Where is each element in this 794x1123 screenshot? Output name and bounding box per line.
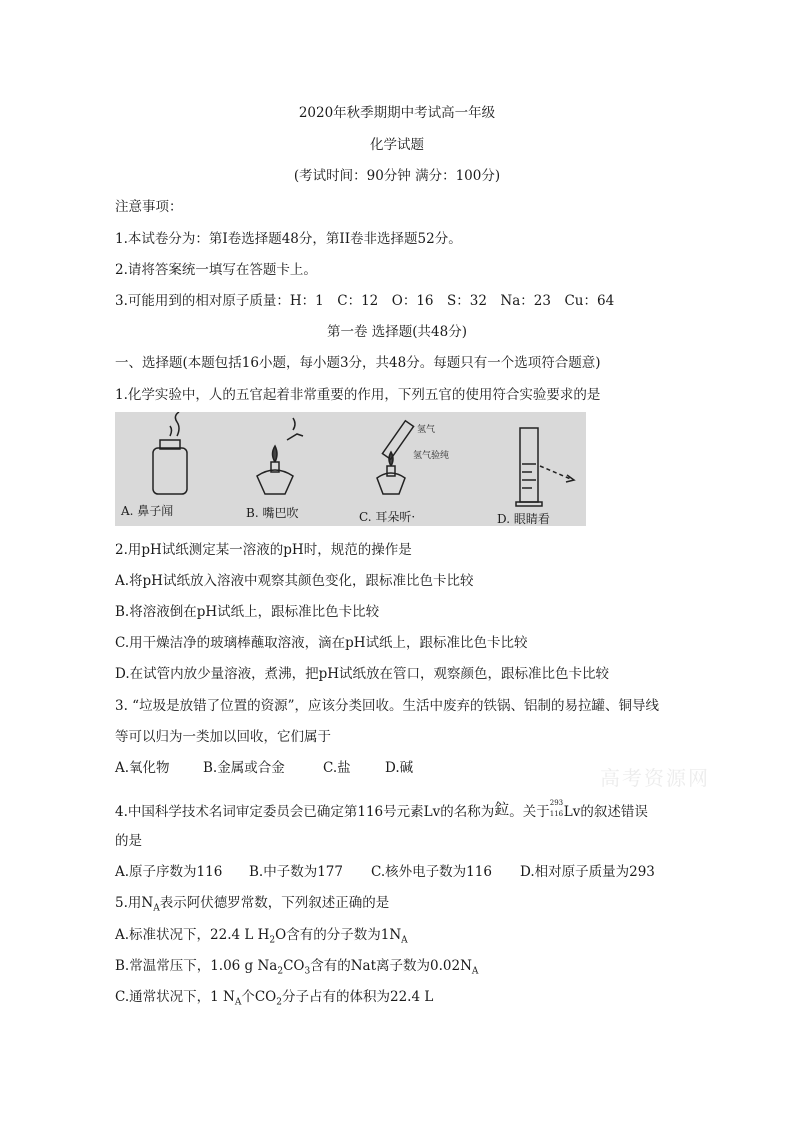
caption-d: D. 眼睛看	[497, 512, 550, 526]
test-tube-icon	[377, 421, 414, 494]
lab-figure	[115, 412, 586, 526]
question-1-stem: 1.化学实验中，人的五官起着非常重要的作用，下列五官的使用符合实验要求的是	[115, 387, 601, 403]
option-d: D.相对原子质量为293	[520, 864, 655, 880]
caption-b: B. 嘴巴吹	[246, 506, 299, 520]
option-b: B.中子数为177	[249, 864, 343, 880]
question-2-stem: 2.用pH试纸测定某一溶液的pH时，规范的操作是	[115, 542, 412, 558]
option-c: C.核外电子数为116	[371, 864, 492, 880]
isotope-notation: 293 116	[549, 799, 564, 818]
element-name: 鉝	[494, 800, 510, 818]
question-4-stem: 4.中国科学技术名词审定委员会已确定第116号元素Lv的名称为鉝。关于 293 116 Lv的叙述错误	[115, 799, 648, 820]
section-title: 第一卷 选择题(共48分)	[326, 324, 467, 340]
note-item: 2.请将答案统一填写在答题卡上。	[115, 262, 317, 278]
exam-title: 2020年秋季期期中考试高一年级	[298, 105, 496, 121]
question-3-stem-cont: 等可以归为一类加以回收，它们属于	[115, 729, 331, 745]
lab-illustration	[115, 412, 586, 526]
exam-info: (考试时间：90分钟 满分：100分)	[293, 168, 501, 184]
option-line: C.通常状况下，1 $N_A$个$CO_2$分子占有的体积为22.4 L	[115, 989, 434, 1008]
question-5-stem: 5.用$N_A$表示阿伏德罗常数，下列叙述正确的是	[115, 895, 390, 914]
graduated-cylinder-icon	[516, 428, 574, 506]
hydrogen-test-label: 氢气验纯	[413, 451, 450, 461]
note-item: 1.本试卷分为：第I卷选择题48分，第II卷非选择题52分。	[115, 231, 462, 247]
subject-title: 化学试题	[370, 137, 424, 153]
option-line: B.常温常压下，1.06 g $Na_2CO_3$含有的Nat离子数为$0.02N_A$	[115, 958, 479, 977]
option-line: D.在试管内放少量溶液，煮沸，把pH试纸放在管口，观察颜色，跟标准比色卡比较	[115, 666, 610, 682]
caption-c: C. 耳朵听·	[359, 510, 416, 524]
alcohol-lamp-icon	[257, 418, 303, 494]
option-b: B.金属或合金	[203, 760, 285, 776]
caption-a: A. 鼻子闻	[121, 504, 174, 518]
option-line: B.将溶液倒在pH试纸上，跟标准比色卡比较	[115, 604, 380, 620]
watermark: 高考资源网	[600, 766, 710, 790]
question-3-options	[115, 759, 413, 777]
question-3-stem: 3. “垃圾是放错了位置的资源”，应该分类回收。生活中废弃的铁锅、铝制的易拉罐、铜导线	[115, 698, 659, 714]
note-item: 3.可能用到的相对原子质量：H：1 C：12 O：16 S：32 Na：23 Cu：64	[115, 293, 615, 309]
hydrogen-label: 氢气	[417, 425, 436, 435]
bottle-icon	[153, 412, 187, 494]
option-a: A.原子序数为116	[115, 864, 223, 880]
option-line: A.标准状况下，22.4 L $H_2O$含有的分子数为$1N_A$	[115, 927, 408, 946]
question-4-stem-cont: 的是	[115, 833, 142, 849]
option-c: C.盐	[323, 760, 351, 776]
notes-heading: 注意事项：	[115, 199, 183, 215]
section-instruction: 一、选择题(本题包括16小题，每小题3分，共48分。每题只有一个选项符合题意)	[115, 355, 601, 371]
option-line: C.用干燥洁净的玻璃棒蘸取溶液，滴在pH试纸上，跟标准比色卡比较	[115, 635, 528, 651]
option-d: D.碱	[385, 760, 414, 776]
question-4-options	[115, 863, 655, 881]
option-a: A.氧化物	[115, 760, 170, 776]
option-line: A.将pH试纸放入溶液中观察其颜色变化，跟标准比色卡比较	[115, 573, 474, 589]
